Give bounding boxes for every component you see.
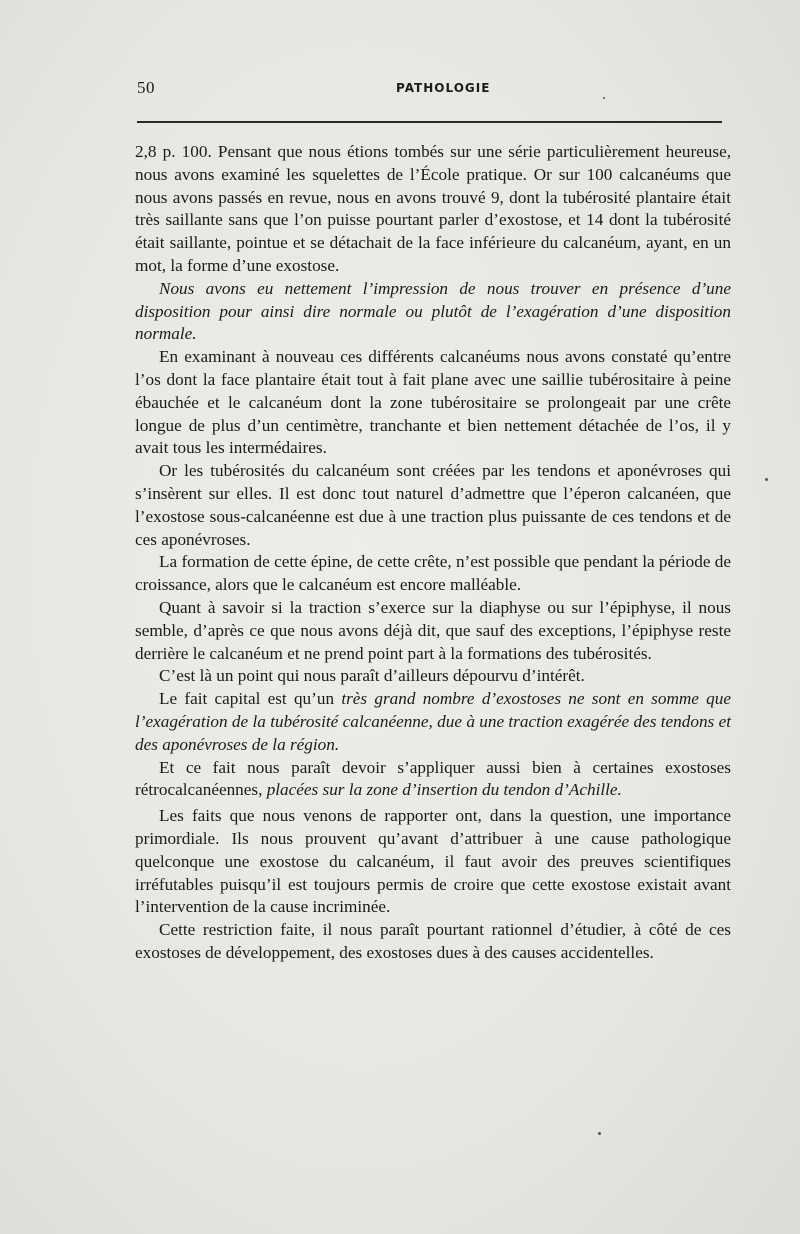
text-run: Les faits que nous venons de rapporter ont, dans la question, une importance primordiale. Ils nous prouvent qu’avant d’attribuer à une cause pathologique quelconque une exostose du calcanéum, il faut avoir des preuves scientifiques irréfutables puisqu’il est toujours permis de croire que cette exostose existait avant l’intervention de la cause incriminée. [135,806,731,917]
text-run: Le fait capital est qu’un [159,689,342,709]
page-number: 50 [137,78,155,97]
paragraph [135,919,731,965]
text-run: La formation de cette épine, de cette crête, n’est possible que pendant la période de croissance, alors que le calcanéum est encore malléable. [135,552,731,595]
paragraph [135,460,731,551]
running-head: PATHOLOGIE [396,81,491,95]
ink-speck [765,478,768,481]
page-header [137,78,722,102]
italic-run: très grand nombre d’exostoses ne sont en somme que l’exagération de la tubérosité calcanéenne, due à une traction exagérée des tendons et des aponévroses de la région. [135,689,731,754]
paragraph [135,597,731,665]
text-run: 2,8 p. 100. Pensant que nous étions tombés sur une série particulièrement heureuse, nous avons examiné les squelettes de l’École pratique. Or sur 100 calcanéums que nous avons passés en revue, nous en avons trouvé 9, dont la tubérosité plantaire était très saillante sans que l’on puisse pourtant parler d’exostose, et 14 dont la tubérosité était saillante, pointue et se détachait de la face inférieure du calcanéum, ayant, en un mot, la forme d’une exostose. [135,142,731,275]
paragraph [135,346,731,460]
header-rule [137,121,722,123]
paragraph [135,278,731,346]
text-run: Cette restriction faite, il nous paraît pourtant rationnel d’étudier, à côté de ces exostoses de développement, des exostoses dues à des causes accidentelles. [135,920,731,962]
text-run: Et ce fait nous paraît devoir s’appliquer aussi bien à certaines exostoses rétrocalcanéennes, [135,757,731,800]
text-run: Or les tubérosités du calcanéum sont créées par les tendons et aponévroses qui s’insèrent sur elles. Il est donc tout naturel d’admettre que l’éperon calcanéen, que l’exostose sous-calcanéenne est due à une traction plus puissante de ces tendons et de ces aponévroses. [135,461,731,549]
paragraph [135,757,731,803]
paragraph [135,551,731,597]
paragraph [135,141,731,278]
italic-run: placées sur la zone d’insertion du tendon d’Achille. [266,780,622,800]
italic-run: Nous avons eu nettement l’impression de nous trouver en présence d’une disposition pour ainsi dire normale ou plutôt de l’exagération d’une disposition normale. [135,278,731,344]
text-run: En examinant à nouveau ces différents calcanéums nous avons constaté qu’entre l’os dont la face plantaire était tout à fait plane avec une saillie tubérositaire à peine ébauchée et le calcanéum dont la zone tubérositaire se prolongeait par une crête longue de plus d’un centimètre, tranchante et bien nettement détachée de l’os, il y avait tous les intermédaires. [135,347,731,458]
ink-speck [603,97,605,99]
text-run: Quant à savoir si la traction s’exerce sur la diaphyse ou sur l’épiphyse, il nous semble, d’après ce que nous avons déjà dit, que sauf des exceptions, l’épiphyse reste derrière le calcanéum et ne prend point part à la formations des tubérosités. [135,597,731,663]
paragraph [135,805,731,919]
text-run: C’est là un point qui nous paraît d’ailleurs dépourvu d’intérêt. [159,666,585,686]
paragraph [135,688,731,756]
body-text [135,141,731,965]
paragraph [135,665,731,688]
ink-speck [598,1132,601,1135]
